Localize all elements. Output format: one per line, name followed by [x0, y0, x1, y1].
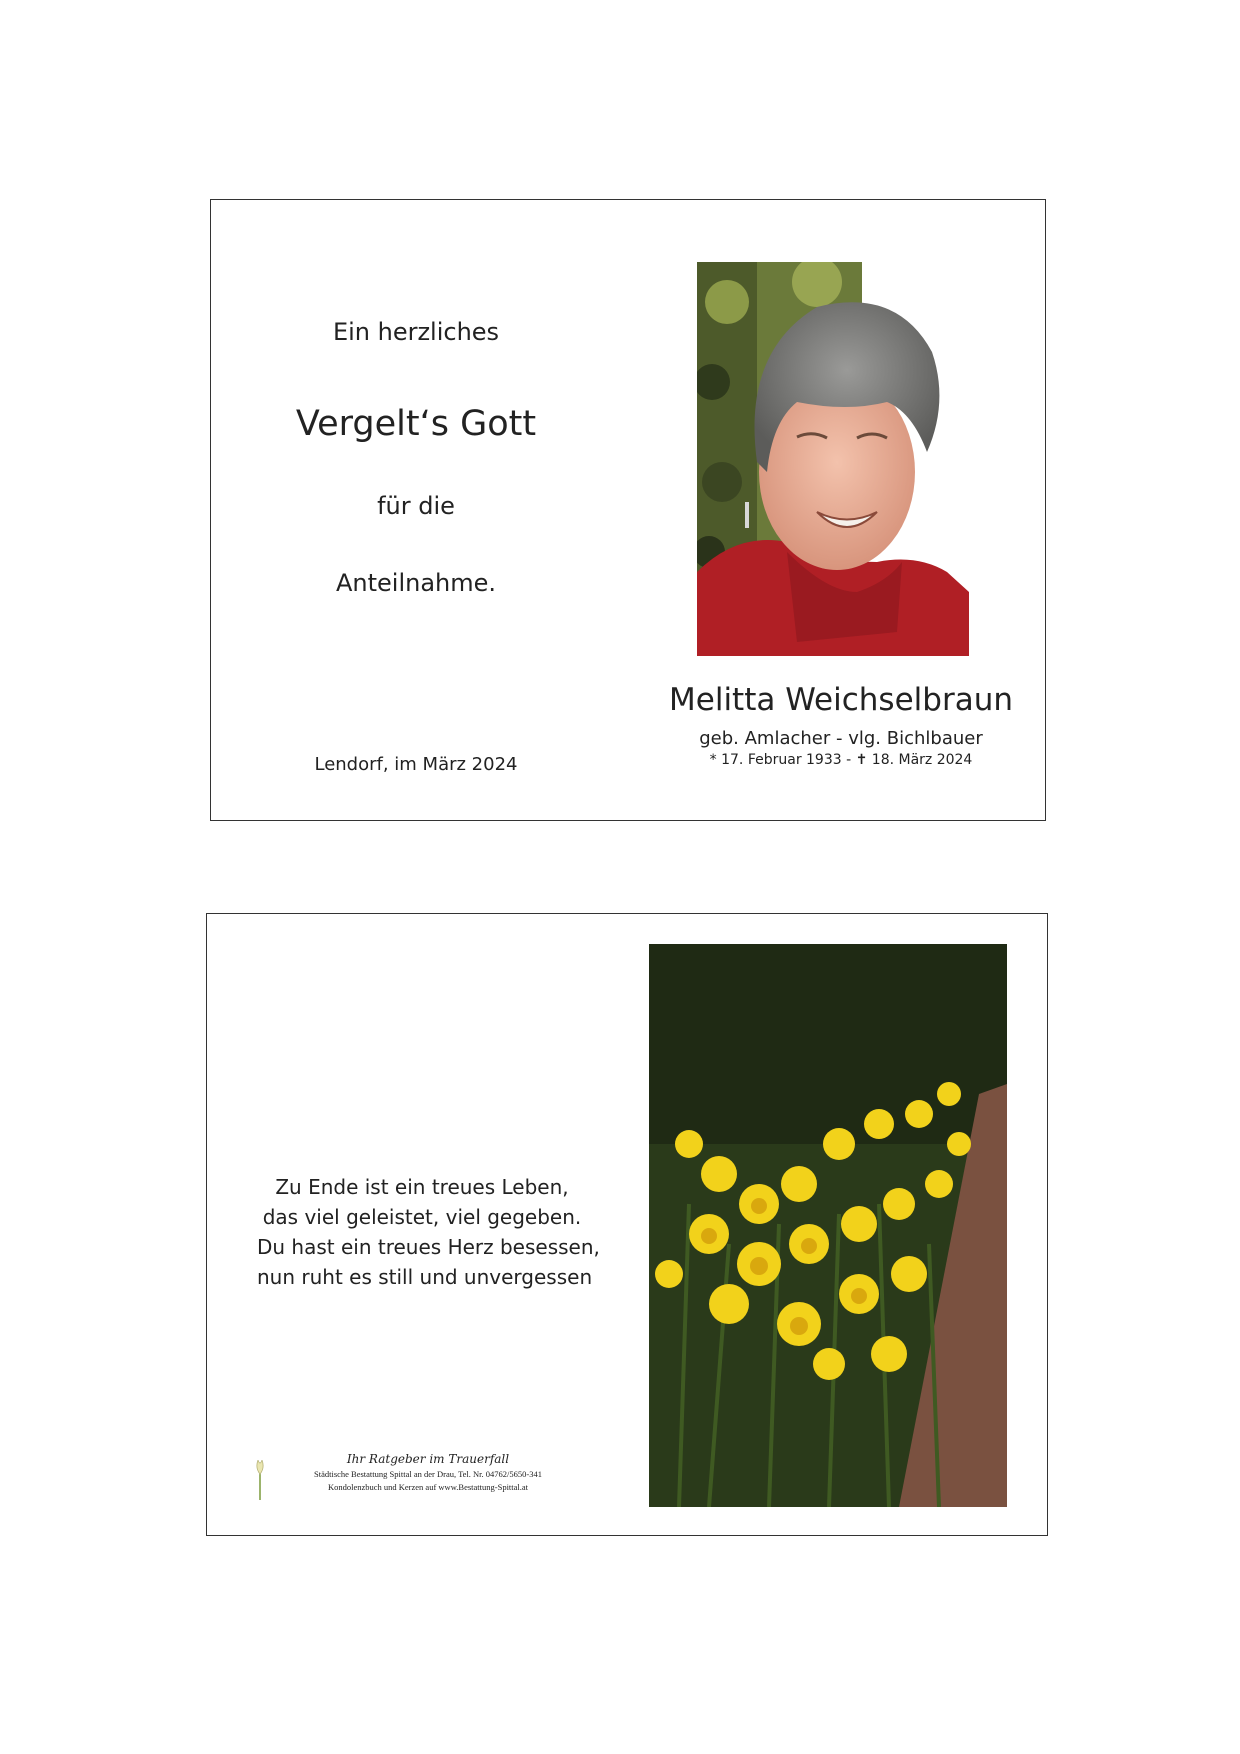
poem-line: nun ruht es still und unvergessen: [257, 1265, 593, 1289]
poem-line: das viel geleistet, viel gegeben.: [262, 1205, 582, 1229]
daffodils-photo: [649, 944, 1007, 1507]
poem-line: Zu Ende ist ein treues Leben,: [275, 1175, 569, 1199]
funeral-home-imprint: [253, 1452, 583, 1512]
headline: Vergelt‘s Gott: [295, 404, 537, 444]
poem-line: Du hast ein treues Herz besessen,: [257, 1235, 600, 1259]
greeting-line-3: für die: [377, 492, 455, 520]
portrait-photo: [697, 262, 974, 656]
funeral-tagline: Ihr Ratgeber im Trauerfall: [346, 1452, 510, 1466]
thank-you-card-front: [210, 199, 1046, 821]
deceased-name: Melitta Weichselbraun: [669, 682, 1013, 718]
thank-you-card-back: [206, 913, 1048, 1536]
funeral-website: Kondolenzbuch und Kerzen auf www.Bestattung-Spittal.at: [327, 1482, 529, 1492]
poem: [257, 1172, 600, 1292]
lily-icon: [253, 1460, 267, 1500]
greeting-line-4: Anteilnahme.: [335, 569, 497, 597]
place-date: Lendorf, im März 2024: [314, 754, 518, 775]
life-dates: * 17. Februar 1933 - ✝ 18. März 2024: [709, 752, 973, 768]
funeral-address: Städtische Bestattung Spittal an der Drau, Tel. Nr. 04762/5650-341: [313, 1469, 542, 1479]
maiden-name: geb. Amlacher - vlg. Bichlbauer: [699, 728, 983, 749]
greeting-line: Ein herzliches: [332, 318, 500, 346]
